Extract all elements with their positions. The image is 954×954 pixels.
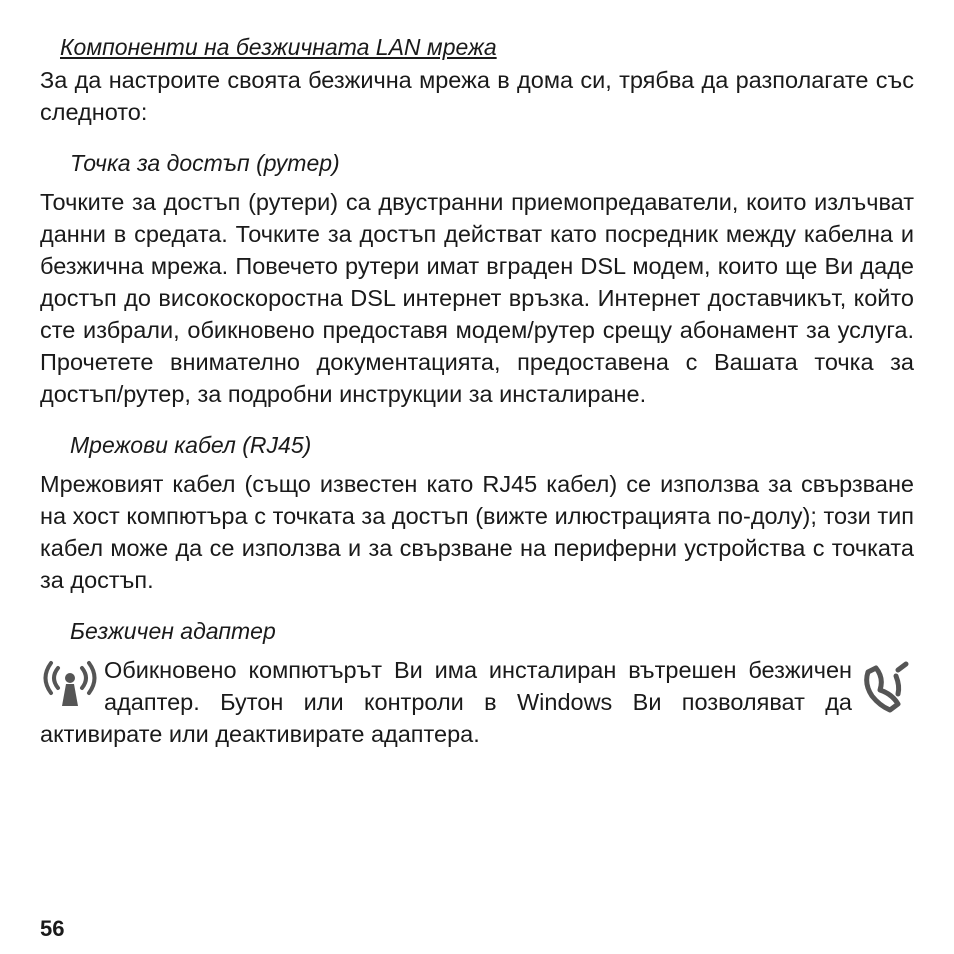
page-number: 56: [40, 916, 65, 941]
access-point-paragraph: Точките за достъп (рутери) са двустранни приемопредаватели, които излъчват данни в средата. Точките за достъп действат като посредник между кабелна и безжична мрежа. Повечето рутери имат вграден DSL модем, които ще Ви даде достъп до високоскоростна DSL интернет връзка. Интернет доставчикът, който сте избрали, обикновено предоставя модем/рутер срещу абонамент за услуга. Прочетете внимателно документацията, предоставена с Вашата точка за достъп/рутер, за подробни инструкции за инсталиране.: [40, 189, 914, 407]
wireless-adapter-block: [40, 654, 914, 750]
access-point-heading: Точка за достъп (рутер): [70, 150, 340, 176]
network-cable-paragraph: Мрежовият кабел (също известен като RJ45 кабел) се използва за свързване на хост компютъра с точката за достъп (вижте илюстрацията по-долу); този тип кабел може да се използва и за свързване на периферни устройства с точката за достъп.: [40, 471, 914, 593]
wireless-antenna-icon: [40, 656, 100, 712]
section-title: Компоненти на безжичната LAN мрежа: [60, 34, 497, 60]
document-page: [40, 32, 914, 750]
wireless-adapter-paragraph: Обикновено компютърът Ви има инсталиран вътрешен безжичен адаптер. Бутон или контроли в Windows Ви позволяват да активирате или деактивирате адаптера.: [40, 657, 852, 747]
network-cable-heading: Мрежови кабел (RJ45): [70, 432, 312, 458]
wireless-key-icon: [858, 660, 914, 716]
wireless-adapter-heading: Безжичен адаптер: [70, 618, 276, 644]
intro-paragraph: За да настроите своята безжична мрежа в дома си, трябва да разполагате със следното:: [40, 67, 914, 125]
